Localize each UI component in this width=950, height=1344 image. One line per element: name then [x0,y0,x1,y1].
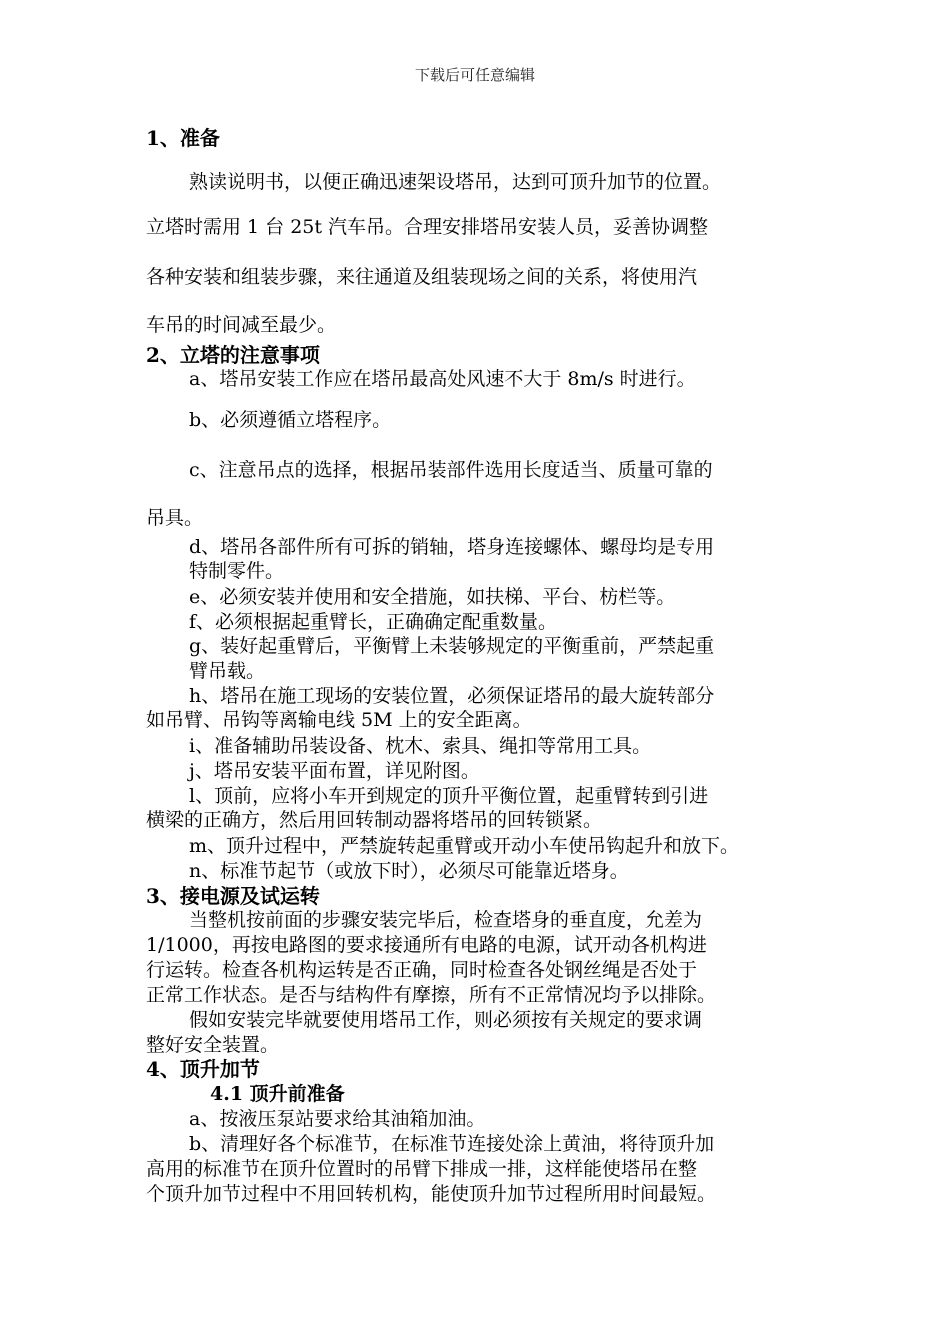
text-line: 1/1000，再按电路图的要求接通所有电路的电源，试开动各机构进 [146,934,707,956]
text-line: c、注意吊点的选择，根据吊装部件选用长度适当、质量可靠的 [189,459,713,481]
text-line: 横梁的正确方，然后用回转制动器将塔吊的回转锁紧。 [146,809,603,831]
text-line: 假如安装完毕就要使用塔吊工作，则必须按有关规定的要求调 [189,1009,703,1031]
text-line: f、必须根据起重臂长，正确确定配重数量。 [189,611,558,633]
text-line: 特制零件。 [189,560,285,582]
text-line: h、塔吊在施工现场的安装位置，必须保证塔吊的最大旋转部分 [189,685,715,707]
section-heading: 3、接电源及试运转 [146,884,320,908]
text-line: 个顶升加节过程中不用回转机构，能使顶升加节过程所用时间最短。 [146,1183,717,1205]
text-line: g、装好起重臂后，平衡臂上未装够规定的平衡重前，严禁起重 [189,635,715,657]
text-line: 车吊的时间减至最少。 [146,314,337,336]
text-line: j、塔吊安装平面布置，详见附图。 [189,760,480,782]
text-line: l、顶前，应将小车开到规定的顶升平衡位置，起重臂转到引进 [189,785,709,807]
text-line: b、必须遵循立塔程序。 [189,409,392,431]
page-header: 下载后可任意编辑 [414,66,535,84]
section-heading: 2、立塔的注意事项 [146,343,320,367]
text-line: d、塔吊各部件所有可拆的销轴，塔身连接螺体、螺母均是专用 [189,536,715,558]
section-heading: 4.1 顶升前准备 [210,1083,345,1105]
text-line: i、准备辅助吊装设备、枕木、索具、绳扣等常用工具。 [189,735,652,757]
text-line: e、必须安装并使用和安全措施，如扶梯、平台、枋栏等。 [189,586,676,608]
text-line: a、按液压泵站要求给其油箱加油。 [189,1108,486,1130]
text-line: m、顶升过程中，严禁旋转起重臂或开动小车使吊钩起升和放下。 [189,835,740,857]
text-line: n、标准节起节（或放下时），必须尽可能靠近塔身。 [189,860,629,882]
text-line: 如吊臂、吊钩等离输电线 5M 上的安全距离。 [146,709,532,731]
section-heading: 1、准备 [146,126,220,150]
text-line: 各种安装和组装步骤，来往通道及组装现场之间的关系，将使用汽 [146,266,698,288]
text-line: a、塔吊安装工作应在塔吊最高处风速不大于 8m/s 时进行。 [189,368,696,390]
text-line: 整好安全装置。 [146,1034,280,1056]
text-line: 立塔时需用 1 台 25t 汽车吊。合理安排塔吊安装人员，妥善协调整 [146,216,709,238]
text-line: 行运转。检查各机构运转是否正确，同时检查各处钢丝绳是否处于 [146,959,698,981]
text-line: 吊具。 [146,507,204,529]
text-line: 当整机按前面的步骤安装完毕后，检查塔身的垂直度，允差为 [189,909,703,931]
text-line: 臂吊载。 [189,660,266,682]
text-line: 高用的标准节在顶升位置时的吊臂下排成一排，这样能使塔吊在整 [146,1158,698,1180]
text-line: 正常工作状态。是否与结构件有摩擦，所有不正常情况均予以排除。 [146,984,717,1006]
section-heading: 4、顶升加节 [146,1057,260,1081]
text-line: b、清理好各个标准节，在标准节连接处涂上黄油，将待顶升加 [189,1133,715,1155]
text-line: 熟读说明书，以便正确迅速架设塔吊，达到可顶升加节的位置。 [189,171,722,193]
